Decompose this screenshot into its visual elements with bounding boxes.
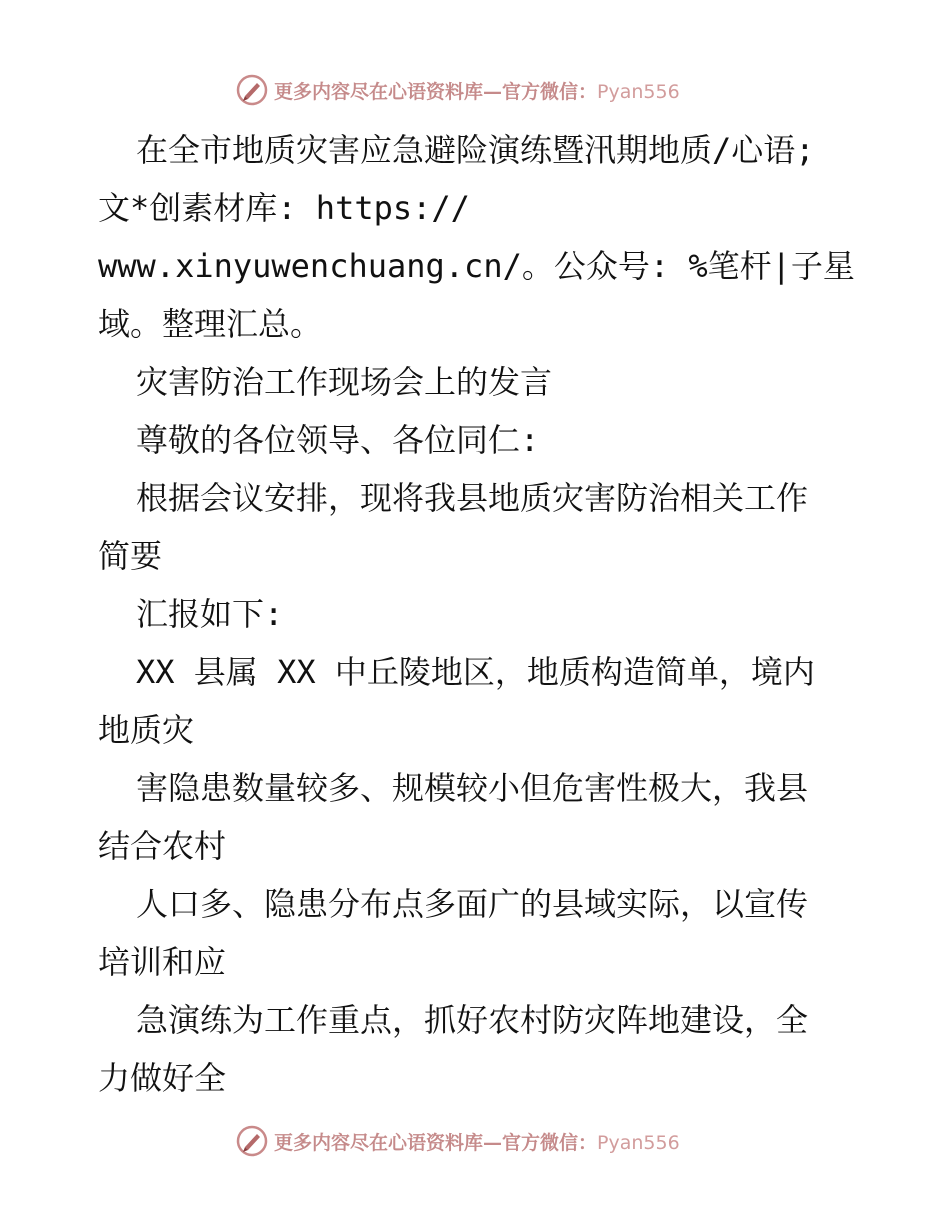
text-line: 害隐患数量较多、规模较小但危害性极大，我县 <box>136 769 809 807</box>
text-line: www.xinyuwenchuang.cn/。公众号: %笔杆|子星 <box>98 247 855 285</box>
pen-logo-icon <box>236 74 268 106</box>
text-line: 文*创素材库: https:// <box>98 189 470 227</box>
footer-watermark <box>236 1123 680 1159</box>
text-line: XX 县属 XX 中丘陵地区，地质构造简单，境内 <box>136 653 815 691</box>
header-watermark <box>236 72 680 108</box>
text-line: 域。整理汇总。 <box>98 305 323 343</box>
watermark-text: 更多内容尽在心语资料库—官方微信：Pyan556 <box>274 80 680 103</box>
document-body <box>98 121 858 1107</box>
pen-logo-icon <box>236 1125 268 1157</box>
text-line: 急演练为工作重点，抓好农村防灾阵地建设，全 <box>136 1001 809 1039</box>
text-line: 根据会议安排，现将我县地质灾害防治相关工作 <box>136 479 809 517</box>
text-line: 结合农村 <box>98 827 227 865</box>
text-line: 尊敬的各位领导、各位同仁: <box>136 421 540 459</box>
text-line: 汇报如下: <box>136 595 284 633</box>
text-line: 简要 <box>98 537 163 575</box>
text-line: 地质灾 <box>98 711 195 749</box>
text-line: 力做好全 <box>98 1059 227 1097</box>
text-line: 人口多、隐患分布点多面广的县域实际，以宣传 <box>136 885 809 923</box>
text-line: 在全市地质灾害应急避险演练暨汛期地质/心语; <box>136 131 815 169</box>
text-line: 灾害防治工作现场会上的发言 <box>136 363 553 401</box>
text-line: 培训和应 <box>98 943 227 981</box>
watermark-text: 更多内容尽在心语资料库—官方微信：Pyan556 <box>274 1131 680 1154</box>
